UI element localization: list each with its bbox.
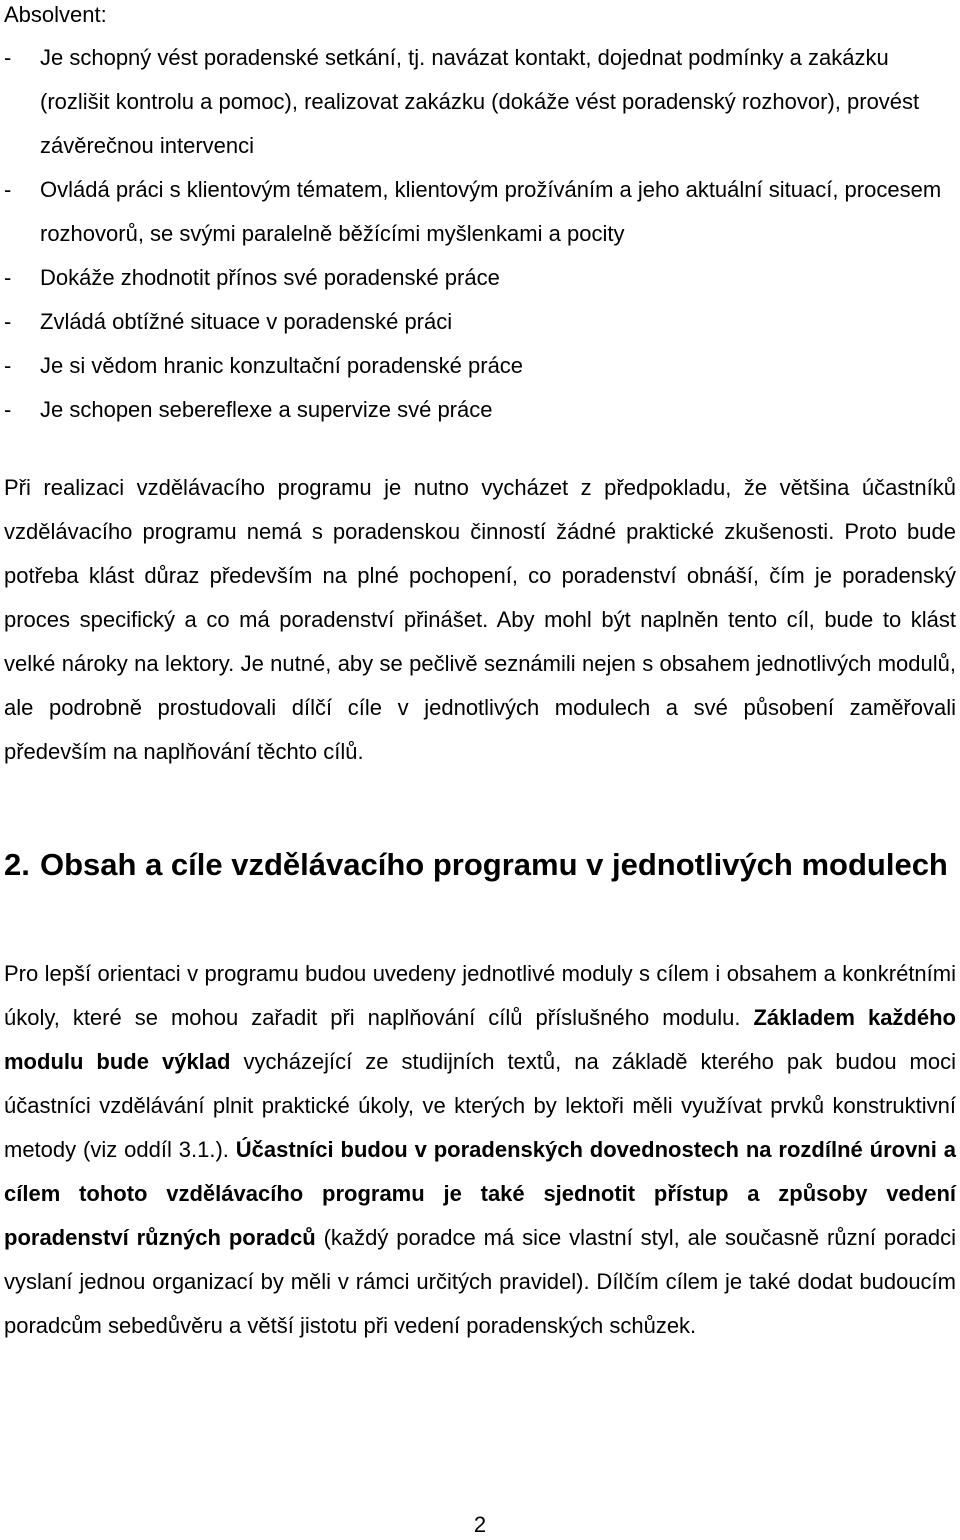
paragraph-text: (každý poradce má sice vlastní styl, ale současně různí poradci vyslaní jednou organizací by měli v rámci určitých pravidel). Dílčím cílem je také dodat budoucím poradcům sebedůvěru a větší jistotu při vedení poradenských schůzek. [4,1225,957,1338]
list-item-text: Dokáže zhodnotit přínos své poradenské práce [40,265,500,290]
list-item [4,344,956,388]
page-number: 2 [473,1512,487,1537]
list-dash: - [4,45,12,70]
list-dash: - [4,309,12,334]
paragraph-bold-text: Základem každého modulu bude výklad [4,1005,956,1074]
intro-label: Absolvent: [4,2,107,27]
list-item [4,168,956,256]
list-item-text: Zvládá obtížné situace v poradenské práci [40,309,453,334]
section-heading [4,846,956,884]
list-item-text: Ovládá práci s klientovým tématem, klientovým prožíváním a jeho aktuální situací, procesem rozhovorů, se svými paralelně běžícími myšlenkami a pocity [40,177,942,246]
list-item-text: Je schopen sebereflexe a supervize své práce [40,397,493,422]
list-dash: - [4,177,12,202]
list-item [4,36,956,168]
list-dash: - [4,353,12,378]
paragraph-bold-text: Účastníci budou v poradenských dovednostech na rozdílné úrovni a cílem tohoto vzdělávacího programu je také sjednotit přístup a způsoby vedení poradenství různých poradců [4,1137,956,1250]
list-dash: - [4,397,12,422]
list-item [4,300,956,344]
section-number: 2. [4,847,30,882]
list-item [4,388,956,432]
paragraph-text: Pro lepší orientaci v programu budou uvedeny jednotlivé moduly s cílem i obsahem a konkrétními úkoly, které se mohou zařadit při naplňování cílů příslušného modulu. [4,961,956,1030]
list-item-text: Je schopný vést poradenské setkání, tj. navázat kontakt, dojednat podmínky a zakázku (rozlišit kontrolu a pomoc), realizovat zakázku (dokáže vést poradenský rozhovor), provést závěrečnou intervenci [40,45,920,158]
list-item-text: Je si vědom hranic konzultační poradenské práce [40,353,524,378]
section-title: Obsah a cíle vzdělávacího programu v jednotlivých modulech [40,847,948,882]
list-dash: - [4,265,12,290]
paragraph-modules-overview [4,952,956,1348]
competency-list [4,36,956,432]
paragraph-text: vycházející ze studijních textů, na základě kterého pak budou moci účastníci vzdělávání plnit praktické úkoly, ve kterých by lektoři měli využívat prvků konstruktivní metody (viz oddíl 3.1.). [4,1049,956,1162]
list-item [4,256,956,300]
paragraph-program-realization: Při realizaci vzdělávacího programu je nutno vycházet z předpokladu, že většina účastníků vzdělávacího programu nemá s poradenskou činností žádné praktické zkušenosti. Proto bude potřeba klást důraz především na plné pochopení, co poradenství obnáší, čím je poradenský proces specifický a co má poradenství přinášet. Aby mohl být naplněn tento cíl, bude to klást velké nároky na lektory. Je nutné, aby se pečlivě seznámili nejen s obsahem jednotlivých modulů, ale podrobně prostudovali dílčí cíle v jednotlivých modulech a své působení zaměřovali především na naplňování těchto cílů. [4,475,956,764]
